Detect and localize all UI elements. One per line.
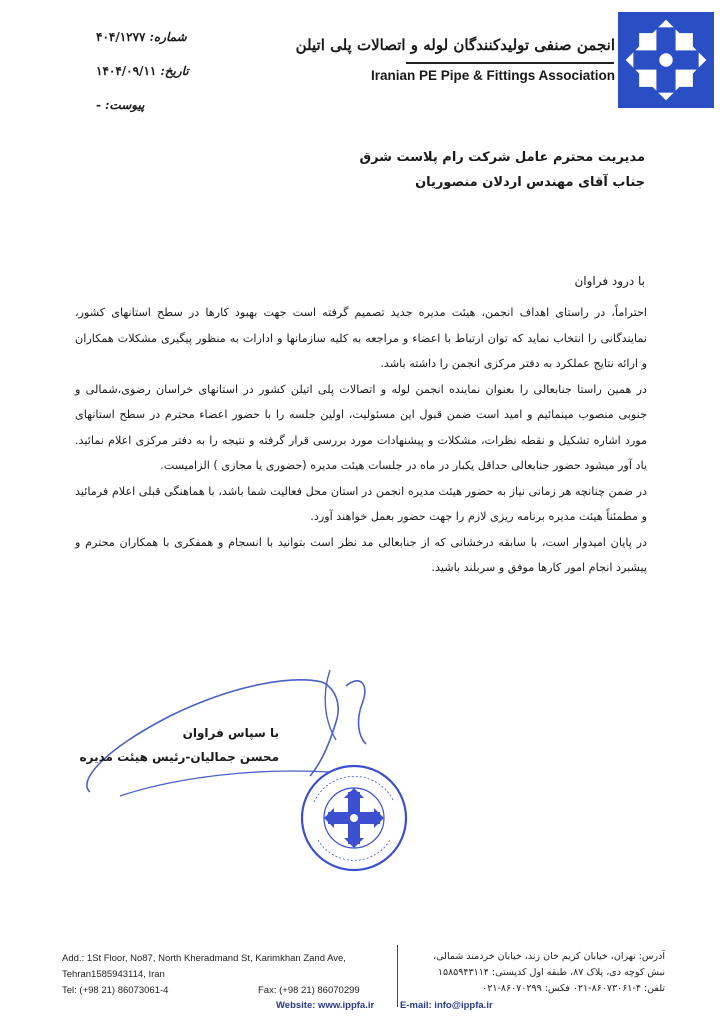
association-name-en: Iranian PE Pipe & Fittings Association [370, 68, 615, 83]
recipient-line-2: جناب آقای مهندس اردلان منصوریان [415, 175, 645, 190]
body-paragraph-3: در ضمن چنانچه هر زمانی نیاز به حضور هیئت مدیره انجمن در استان محل فعالیت شما باشد، با هماهنگی قبلی اعلام فرمائید و مطمئناً هیئت مدیره برنامه ریزی لازم را جهت حضور بعمل خواهند آورد. [75, 484, 647, 523]
footer-divider [397, 945, 398, 1007]
closing-salutation: با سپاس فراوان [182, 726, 279, 740]
address-fa-line-1: آدرس: تهران، خیابان کریم خان زند، خیابان خردمند شمالی، [433, 951, 665, 962]
website-link[interactable]: Website: www.ippfa.ir [276, 1000, 375, 1011]
phones-fa: تلفن: ۴-۸۶۰۷۳۰۶۱-۰۲۱ فکس: ۸۶۰۷۰۲۹۹-۰۲۱ [482, 983, 665, 994]
address-fa-line-2: نبش کوچه دی، پلاک ۸۷، طبقه اول کدپستی: ۱۵۸۵۹۴۳۱۱۴ [437, 967, 665, 978]
recipient-line-1: مدیریت محترم عامل شرکت رام پلاست شرق [359, 150, 645, 165]
signatory-name: محسن جمالیان-رئیس هیئت مدیره [79, 750, 279, 764]
body-paragraph-4: در پایان امیدوار است، با سابقه درخشانی که از جنابعالی مد نظر است بتوانید با انسجام و همفکری با همکاران محترم و پیشبرد انجام امور کارها موفق و سربلند باشید. [75, 535, 647, 574]
letter-number [96, 30, 187, 44]
telephone-en: Tel: (+98 21) 86073061-4 [62, 985, 169, 996]
association-name-fa: انجمن صنفی تولیدکنندگان لوله و اتصالات پلی اتیلن [295, 36, 615, 54]
letter-date [96, 64, 189, 78]
letter-attachment-label: پیوست: [104, 98, 145, 112]
official-seal-icon [298, 762, 410, 874]
letter-attachment [96, 98, 144, 112]
email-link[interactable]: E-mail: info@ippfa.ir [400, 1000, 493, 1011]
greeting: با درود فراوان [574, 274, 645, 288]
address-en-line-1: Add.: 1St Floor, No87, North Kheradmand St, Karimkhan Zand Ave, [62, 953, 346, 964]
association-logo-icon [618, 12, 714, 108]
letter-date-value: ۱۴۰۴/۰۹/۱۱ [96, 64, 157, 78]
letter-date-label: تاریخ: [160, 64, 189, 78]
letter-number-value: ۴۰۴/۱۲۷۷ [96, 30, 146, 44]
body-paragraph-2: در همین راستا جنابعالی را بعنوان نماینده انجمن لوله و اتصالات پلی اتیلن کشور در استانهای خراسان رضوی،شمالی و جنوبی منصوب مینمائیم و امید است ضمن قبول این مسئولیت، اولین جلسه را با حضور اعضاء محترم در سطح استانهای مورد اشاره تشکیل و نقطه نظرات، مشکلات و پیشنهادات مورد بررسی قرار گرفته و نتیجه را به دفتر مرکزی اعلام نمائید. یاد آور میشود حضور جنابعالی حداقل یکبار در ماه در جلسات هیئت مدیره (حضوری یا مجازی ) الزامیست. [75, 382, 647, 472]
letter-attachment-value: - [96, 98, 101, 112]
header-divider [406, 62, 614, 64]
letter-number-label: شماره: [149, 30, 187, 44]
body-paragraph-1: احتراماً، در راستای اهداف انجمن، هیئت مدیره جدید تصمیم گرفته است جهت بهبود کارها در سطح استانهای کشور، نمایندگانی را انتخاب نماید که توان ارتباط با اعضاء و مراجعه به کلیه سازمانها و ادارات به منظور پیگیری مشکلات همکاران و ارائه نتایج عملکرد به دفتر مرکزی انجمن را داشته باشد. [75, 306, 647, 370]
letter-body [75, 300, 647, 581]
address-en-line-2: Tehran1585943114, Iran [62, 969, 165, 980]
fax-en: Fax: (+98 21) 86070299 [258, 985, 360, 996]
